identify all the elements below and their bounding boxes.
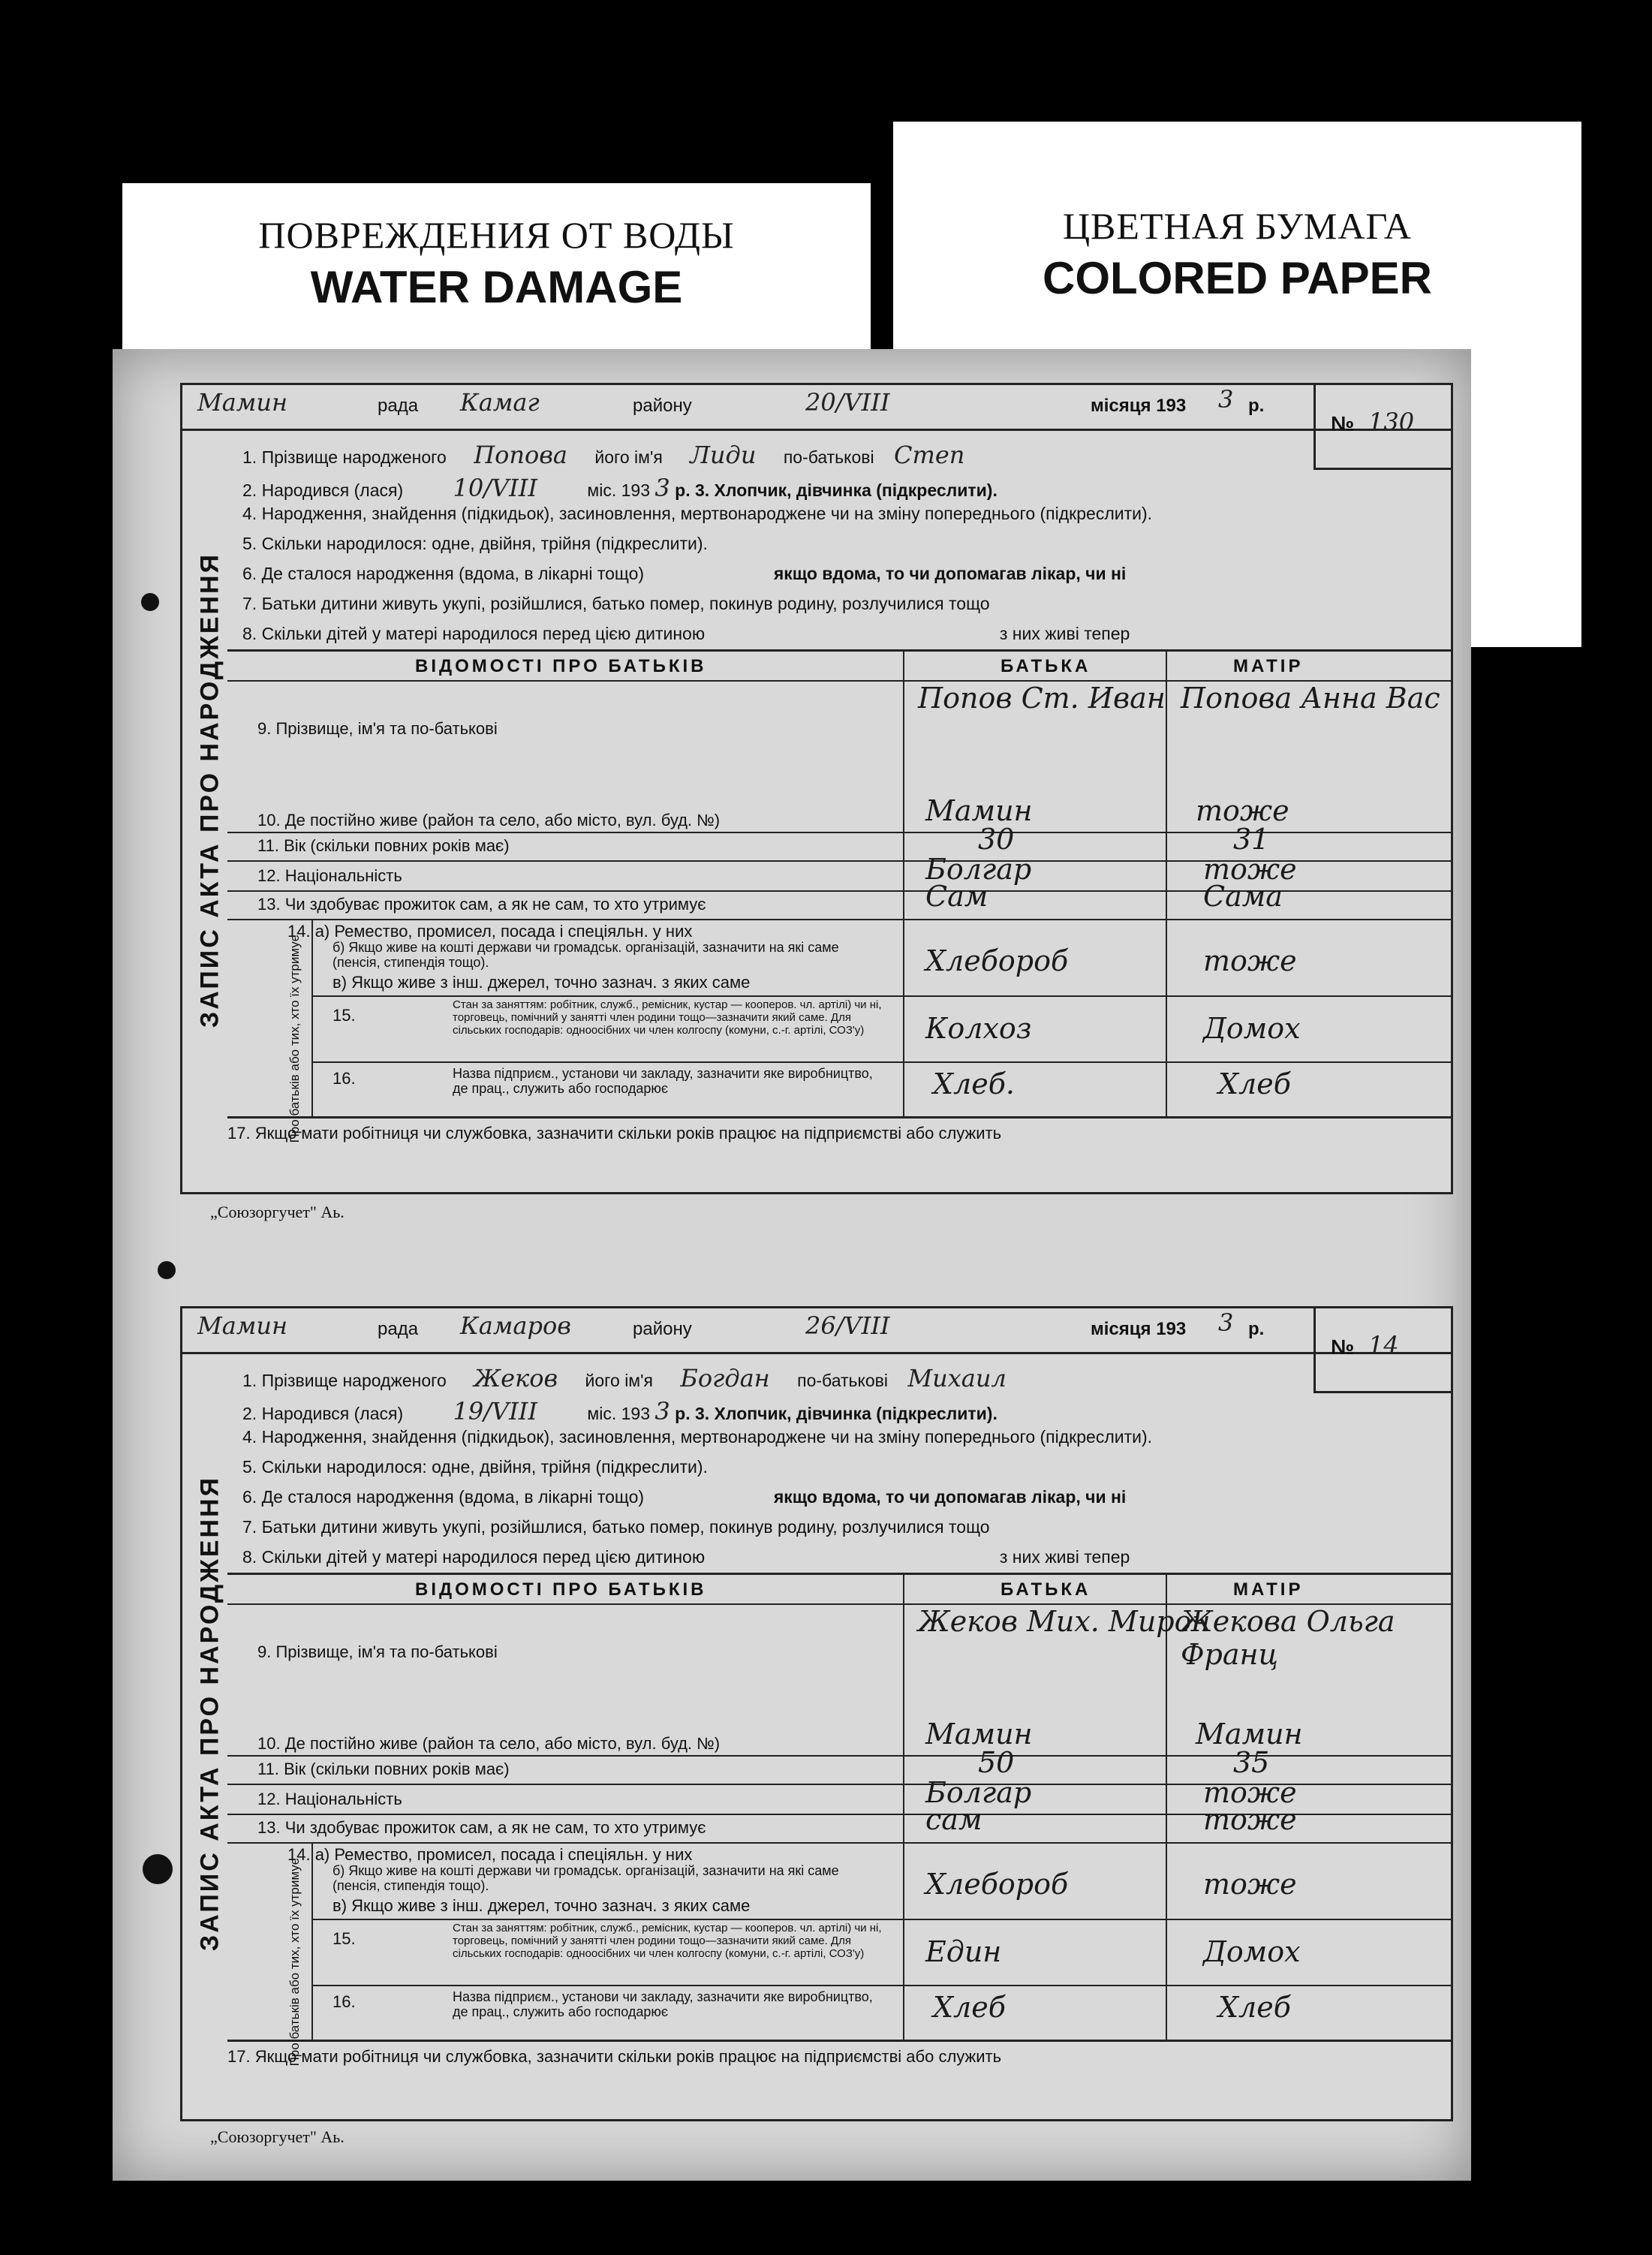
hw-year-value: 3 — [1218, 1308, 1234, 1337]
line-4: 4. Народження, знайдення (підкидьок), засиновлення, мертвонароджене чи на зміну попереднього (підкреслити). — [242, 1427, 1153, 1447]
row9-label: 9. Прізвище, ім'я та по-батькові — [257, 719, 498, 738]
month-label: місяця 193 — [1091, 1319, 1187, 1339]
line8-label: 8. Скільки дітей у матері народилося перед цією дитиною — [242, 624, 706, 643]
father-name: Попов Ст. Иван — [918, 682, 1166, 715]
rada-label: рада — [378, 396, 419, 416]
sub-side-text: Про батьків або тих, хто їх утримує — [287, 1858, 302, 2067]
line-7: 7. Батьки дитини живуть укупі, розійшлися, батько помер, покинув родину, розлучилися тощо — [242, 1517, 990, 1537]
hw-patronymic: Степ — [894, 441, 965, 469]
side-title — [191, 535, 229, 1061]
hw-date-value: 26/VIII — [805, 1311, 890, 1340]
hw-year2: 3 — [654, 474, 670, 502]
hw-date-value: 20/VIII — [805, 388, 890, 417]
row14c-label: в) Якщо живе з інш. джерел, точно зазнач. з яких саме — [333, 973, 751, 992]
col-info-header: ВІДОМОСТІ ПРО БАТЬКІВ — [415, 656, 707, 676]
row16-num: 16. — [333, 1992, 356, 2011]
line2b-label: міс. 193 — [587, 480, 650, 500]
line-1 — [242, 441, 979, 469]
r-label: р. — [1248, 396, 1265, 416]
form-header — [182, 1308, 1451, 1354]
punch-hole — [158, 1261, 176, 1279]
mother-self: тоже — [1203, 1803, 1297, 1836]
line-6 — [242, 564, 1126, 584]
mother-workplace: Хлеб — [1218, 1067, 1291, 1100]
mother-nat: тоже — [1203, 1776, 1297, 1809]
line-5: 5. Скільки народилося: одне, двійня, трійня (підкреслити). — [242, 1457, 708, 1477]
mother-age: 31 — [1233, 823, 1270, 856]
mother-occupation: тоже — [1203, 1868, 1297, 1901]
line1b-label: його ім'я — [585, 1371, 653, 1390]
mother-name: Попова Анна Вас — [1181, 682, 1440, 715]
mother-occupation: тоже — [1203, 944, 1297, 977]
hw-number-value: 130 — [1368, 408, 1415, 436]
hw-rada-value: Мамин — [197, 1311, 288, 1340]
father-workplace: Хлеб. — [933, 1067, 1016, 1100]
line-2 — [242, 474, 998, 502]
line-8 — [242, 1547, 1130, 1567]
father-occupation: Хлебороб — [925, 944, 1069, 977]
hw-number-value: 14 — [1368, 1331, 1399, 1359]
line8-label: 8. Скільки дітей у матері народилося перед цією дитиною — [242, 1547, 706, 1567]
publisher-mark-top: „Союзоргучет" Аь. — [210, 1203, 345, 1221]
r-label: р. — [1248, 1319, 1265, 1339]
row14b-label: б) Якщо живе на коштi держави чи громадськ. організацій, зазначити на які саме (пенсія, стипендія тощо). — [333, 940, 839, 970]
hw-name: Богдан — [680, 1364, 770, 1392]
hw-birth: 19/VIII — [453, 1397, 538, 1426]
hw-name: Лиди — [690, 441, 757, 469]
row17-label: 17. Якщо мати робітниця чи службовка, зазначити скільки років працює на підприємстві або служить — [227, 2047, 1002, 2066]
father-age: 50 — [978, 1746, 1015, 1779]
sub-side — [272, 1842, 313, 2067]
line1-label: 1. Прізвище народженого — [242, 447, 447, 467]
row11-label: 11. Вік (скільки повних років має) — [257, 1760, 510, 1778]
form-header — [182, 385, 1451, 431]
birth-record-form-bottom — [180, 1306, 1453, 2121]
row15-label: Стан за заняттям: робітник, служб., ремісник, кустар — кооперов. чл. артілі) чи ні, торговець, помічний у занятті член родини тощо—зазначити який саме. Для сільських господарів: одноосібних чи член колгоспу (комуни, с.-г. артілі, СОЗ'у) — [453, 1922, 882, 1960]
line2-label: 2. Народився (лася) — [242, 1404, 404, 1423]
number-label: № — [1331, 1335, 1355, 1359]
line1b-label: його ім'я — [594, 447, 663, 467]
row14a-label: 14. а) Ремество, промисел, посада і спеціяльн. у них — [287, 1845, 693, 1864]
row10-label: 10. Де постійно живе (район та село, або місто, вул. буд. №) — [257, 1734, 721, 1753]
row16-label: Назва підприєм., установи чи закладу, зазначити яке виробництво, де прац., служить або господарює — [453, 1989, 873, 2019]
line-8 — [242, 624, 1130, 644]
row14b-label: б) Якщо живе на коштi держави чи громадськ. організацій, зазначити на які саме (пенсія, стипендія тощо). — [333, 1863, 839, 1893]
col-info-header: ВІДОМОСТІ ПРО БАТЬКІВ — [415, 1579, 707, 1600]
sub-side — [272, 919, 313, 1143]
row9-label: 9. Прізвище, ім'я та по-батькові — [257, 1642, 498, 1661]
father-place: Мамин — [925, 1718, 1033, 1751]
father-self: сам — [925, 1803, 982, 1836]
father-self: Сам — [925, 880, 988, 913]
hw-rada-value: Мамин — [197, 388, 288, 417]
father-name: Жеков Мих. Мирон — [918, 1605, 1211, 1638]
mother-nat: тоже — [1203, 853, 1297, 886]
mother-status: Домох — [1203, 1012, 1301, 1045]
hw-surname: Попова — [474, 441, 567, 469]
side-title — [191, 1459, 229, 1984]
rayonu-label: району — [633, 1319, 692, 1339]
side-title-text: ЗАПИС АКТА ПРО НАРОДЖЕННЯ — [195, 552, 224, 1028]
row16-num: 16. — [333, 1069, 356, 1088]
row10-label: 10. Де постійно живе (район та село, або місто, вул. буд. №) — [257, 811, 721, 829]
col-mother-header: МАТІР — [1233, 656, 1304, 676]
father-nat: Болгар — [925, 1776, 1032, 1809]
row14c-label: в) Якщо живе з інш. джерел, точно зазнач. з яких саме — [333, 1896, 751, 1915]
line6b-label: якщо вдома, то чи допомагав лікар, чи ні — [773, 1487, 1127, 1507]
month-label: місяця 193 — [1091, 396, 1187, 416]
row16-label: Назва підприєм., установи чи закладу, зазначити яке виробництво, де прац., служить або господарює — [453, 1066, 873, 1096]
father-nat: Болгар — [925, 853, 1032, 886]
row15-num: 15. — [333, 1929, 356, 1948]
line2-label: 2. Народився (лася) — [242, 480, 404, 500]
line1-label: 1. Прізвище народженого — [242, 1371, 447, 1390]
line2c-label: р. 3. Хлопчик, дівчинка (підкреслити). — [675, 1404, 998, 1423]
line8b-label: з них живі тепер — [999, 1547, 1130, 1567]
number-box — [1313, 385, 1451, 470]
hw-patronymic: Михаил — [907, 1364, 1007, 1392]
mother-name: Жекова Ольга Франц — [1181, 1605, 1395, 1671]
hw-rayon-value: Камаров — [460, 1311, 571, 1340]
hw-surname: Жеков — [474, 1364, 558, 1392]
water-damage-en: WATER DAMAGE — [310, 262, 683, 312]
row17-label: 17. Якщо мати робітниця чи службовка, зазначити скільки років працює на підприємстві або служить — [227, 1124, 1002, 1143]
mother-self: Сама — [1203, 880, 1283, 913]
father-age: 30 — [978, 823, 1015, 856]
row13-label: 13. Чи здобуває прожиток сам, а як не сам, то хто утримує — [257, 895, 706, 914]
line-1 — [242, 1364, 1022, 1392]
mother-age: 35 — [1233, 1746, 1270, 1779]
line2b-label: міс. 193 — [587, 1404, 650, 1423]
father-occupation: Хлебороб — [925, 1868, 1069, 1901]
punch-hole — [141, 593, 159, 611]
line6b-label: якщо вдома, то чи допомагав лікар, чи ні — [773, 564, 1127, 583]
row11-label: 11. Вік (скільки повних років має) — [257, 836, 510, 855]
mother-place: тоже — [1196, 794, 1289, 827]
row12-label: 12. Національність — [257, 866, 402, 885]
line6-label: 6. Де сталося народження (вдома, в лікарні тощо) — [242, 564, 645, 583]
father-status: Един — [925, 1935, 1002, 1968]
line-5: 5. Скільки народилося: одне, двійня, трійня (підкреслити). — [242, 534, 708, 553]
number-label: № — [1331, 412, 1355, 435]
father-status: Колхоз — [925, 1012, 1032, 1045]
father-place: Мамин — [925, 794, 1033, 827]
col-mother-header: МАТІР — [1233, 1579, 1304, 1600]
mother-place: Мамин — [1196, 1718, 1303, 1751]
col-father-header: БАТЬКА — [1001, 1579, 1091, 1600]
line8b-label: з них живі тепер — [999, 624, 1130, 643]
line-4: 4. Народження, знайдення (підкидьок), засиновлення, мертвонароджене чи на зміну попереднього (підкреслити). — [242, 504, 1153, 523]
publisher-mark-bottom: „Союзоргучет" Аь. — [210, 2127, 345, 2146]
row14a-label: 14. а) Ремество, промисел, посада і спеціяльн. у них — [287, 922, 693, 941]
line1c-label: по-батькові — [797, 1371, 888, 1390]
colored-paper-en: COLORED PAPER — [1043, 253, 1432, 303]
line-2 — [242, 1397, 998, 1426]
side-title-text: ЗАПИС АКТА ПРО НАРОДЖЕННЯ — [195, 1475, 224, 1952]
father-workplace: Хлеб — [933, 1991, 1006, 2024]
line1c-label: по-батькові — [783, 447, 874, 467]
number-box — [1313, 1308, 1451, 1393]
line-6 — [242, 1487, 1126, 1507]
row13-label: 13. Чи здобуває прожиток сам, а як не сам, то хто утримує — [257, 1818, 706, 1837]
hw-rayon-value: Камаг — [460, 388, 540, 417]
sub-side-text: Про батьків або тих, хто їх утримує — [287, 935, 302, 1143]
rayonu-label: району — [633, 396, 692, 416]
mother-status: Домох — [1203, 1935, 1301, 1968]
hw-year-value: 3 — [1218, 385, 1234, 414]
mother-workplace: Хлеб — [1218, 1991, 1291, 2024]
row15-label: Стан за заняттям: робітник, служб., ремісник, кустар — кооперов. чл. артілі) чи ні, торговець, помічний у занятті член родини тощо—зазначити який саме. Для сільських господарів: одноосібних чи член колгоспу (комуни, с.-г. артілі, СОЗ'у) — [453, 998, 882, 1037]
col-father-header: БАТЬКА — [1001, 656, 1091, 676]
punch-hole — [143, 1854, 173, 1884]
line2c-label: р. 3. Хлопчик, дівчинка (підкреслити). — [675, 480, 998, 500]
row12-label: 12. Національність — [257, 1790, 402, 1808]
hw-birth: 10/VIII — [453, 474, 538, 502]
colored-paper-ru: ЦВЕТНАЯ БУМАГА — [1062, 205, 1413, 247]
line6-label: 6. Де сталося народження (вдома, в лікарні тощо) — [242, 1487, 645, 1507]
line-7: 7. Батьки дитини живуть укупі, розійшлися, батько помер, покинув родину, розлучилися тощо — [242, 594, 990, 613]
row15-num: 15. — [333, 1006, 356, 1025]
water-damage-ru: ПОВРЕЖДЕНИЯ ОТ ВОДЫ — [258, 214, 735, 256]
hw-year2: 3 — [654, 1397, 670, 1426]
birth-record-form-top — [180, 383, 1453, 1194]
rada-label: рада — [378, 1319, 419, 1339]
